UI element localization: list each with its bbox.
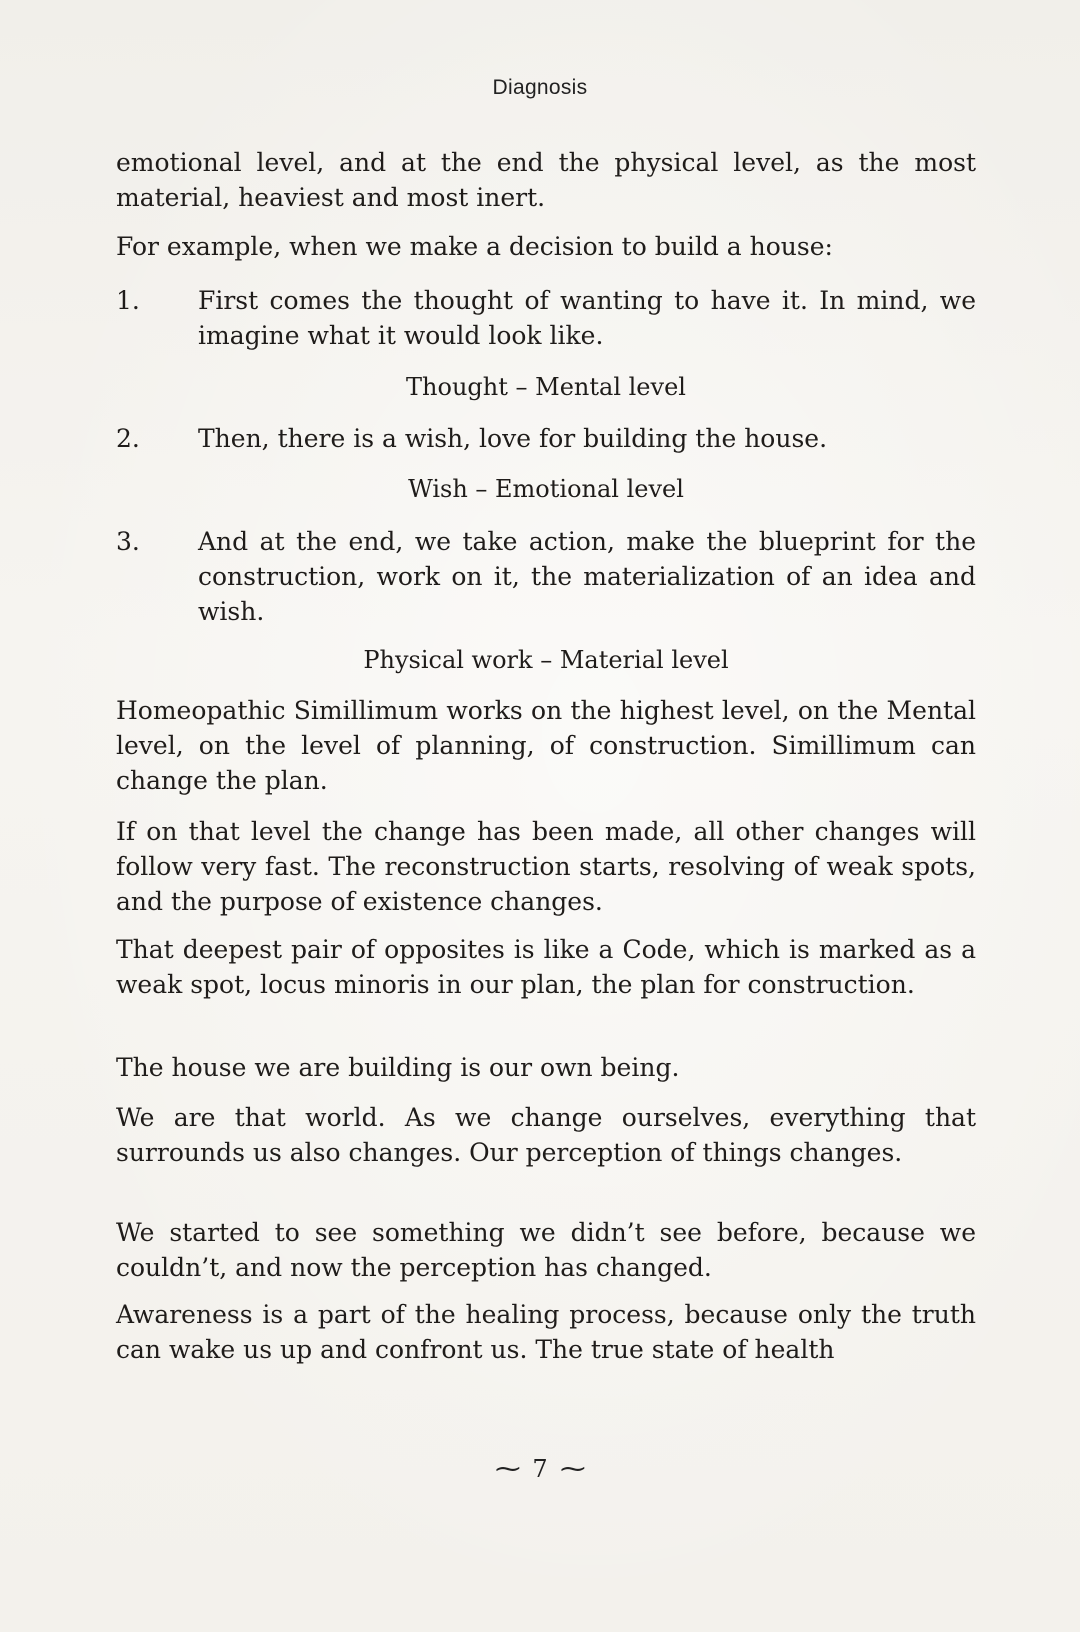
paragraph-text: The house we are building is our own being. [116, 1053, 680, 1082]
list-number: 1. [116, 286, 140, 315]
paragraph-text: We started to see something we didn’t see before, because we couldn’t, and now the perception has changed. [116, 1218, 976, 1282]
paragraph-started-to-see [116, 1215, 976, 1285]
running-head: Diagnosis [492, 76, 588, 99]
paragraph-that-world [116, 1100, 976, 1170]
swash-ornament-right: ~ [557, 1454, 588, 1484]
list-number: 2. [116, 424, 140, 453]
list-text: And at the end, we take action, make the blueprint for the construction, work on it, the materialization of an idea and wish. [198, 527, 976, 626]
swash-ornament-left: ~ [492, 1454, 523, 1484]
paragraph-text: Homeopathic Simillimum works on the highest level, on the Mental level, on the level of planning, of construction. Simillimum can change the plan. [116, 696, 976, 795]
paragraph-text: If on that level the change has been made, all other changes will follow very fast. The reconstruction starts, resolving of weak spots, and the purpose of existence changes. [116, 817, 976, 916]
level-caption-mental: Thought – Mental level [406, 373, 686, 401]
level-caption-material: Physical work – Material level [363, 646, 729, 674]
paragraph-awareness [116, 1297, 976, 1367]
paragraph-simillimum [116, 693, 976, 798]
page-number-value: 7 [532, 1455, 548, 1483]
paragraph-text: Awareness is a part of the healing process, because only the truth can wake us up and confront us. The true state of health [116, 1300, 976, 1364]
list-text: Then, there is a wish, love for building the house. [198, 424, 828, 453]
paragraph-change-level [116, 814, 976, 919]
paragraph-house-being [116, 1050, 976, 1085]
paragraph-text: For example, when we make a decision to build a house: [116, 232, 833, 261]
paragraph-text: emotional level, and at the end the physical level, as the most material, heaviest and most inert. [116, 148, 976, 212]
paragraph-deepest-pair [116, 932, 976, 1002]
paragraph-example-intro [116, 229, 976, 264]
list-text: First comes the thought of wanting to have it. In mind, we imagine what it would look like. [198, 286, 976, 350]
paragraph-text: We are that world. As we change ourselves, everything that surrounds us also changes. Our perception of things changes. [116, 1103, 976, 1167]
paragraph-intro-continuation [116, 145, 976, 215]
level-caption-emotional: Wish – Emotional level [408, 475, 684, 503]
list-number: 3. [116, 527, 140, 556]
paragraph-text: That deepest pair of opposites is like a Code, which is marked as a weak spot, locus minoris in our plan, the plan for construction. [116, 935, 976, 999]
page-number [0, 1454, 1080, 1484]
